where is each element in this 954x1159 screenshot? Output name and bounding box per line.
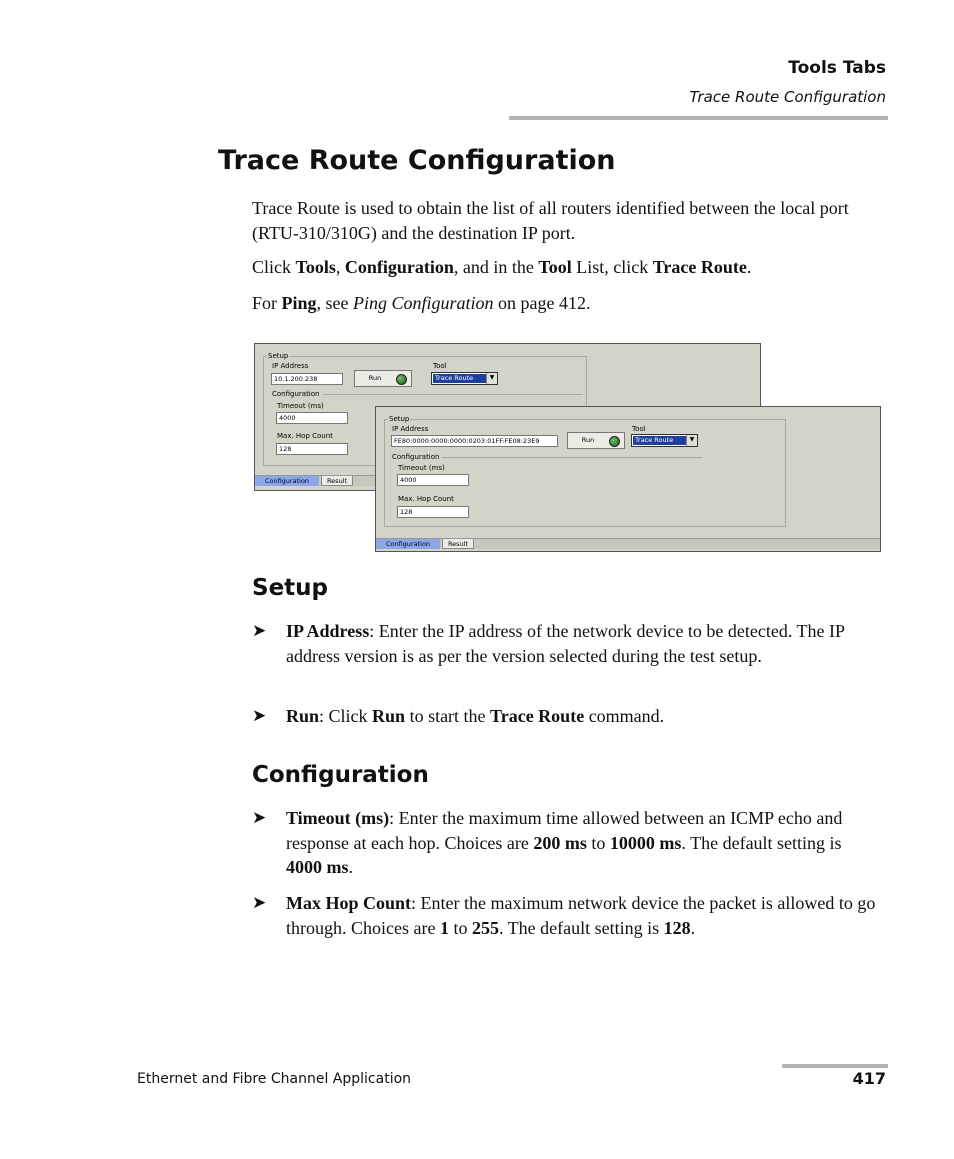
configuration-label: Configuration [272, 390, 320, 398]
tab-result[interactable]: Result [442, 539, 474, 549]
ip-address-input[interactable]: 10.1.200.238 [271, 373, 343, 385]
configuration-heading: Configuration [252, 762, 429, 788]
status-led-icon [396, 374, 407, 385]
header-section-title: Tools Tabs [788, 58, 886, 78]
page-title: Trace Route Configuration [218, 145, 616, 176]
intro-paragraph: Trace Route is used to obtain the list of all routers identified between the local port (RTU-310/310G) and the destination IP port. [252, 198, 849, 243]
tool-select[interactable]: Trace Route ▼ [631, 434, 698, 447]
timeout-label: Timeout (ms) [398, 464, 445, 472]
tab-configuration[interactable]: Configuration [255, 476, 319, 486]
run-button[interactable]: Run [354, 370, 412, 387]
max-hop-count-input[interactable]: 128 [397, 506, 469, 518]
run-button[interactable]: Run [567, 432, 625, 449]
bullet-arrow-icon: ➤ [252, 893, 267, 912]
timeout-label: Timeout (ms) [277, 402, 324, 410]
max-hop-count-label: Max. Hop Count [277, 432, 333, 440]
tab-bar [376, 538, 880, 549]
ip-address-input[interactable]: FE80:0000:0000:0000:0203:01FF:FE08:23E9 [391, 435, 558, 447]
timeout-input[interactable]: 4000 [397, 474, 469, 486]
instruction-paragraph: Click Tools, Configuration, and in the Tool List, click Trace Route. [252, 257, 752, 277]
tab-result[interactable]: Result [321, 476, 353, 486]
ip-address-label: IP Address [272, 362, 309, 370]
max-hop-count-input[interactable]: 128 [276, 443, 348, 455]
configuration-divider [442, 457, 702, 458]
ping-configuration-link[interactable]: Ping Configuration [353, 293, 494, 313]
setup-heading: Setup [252, 575, 328, 601]
screenshot-ipv6 [375, 406, 881, 552]
bullet-arrow-icon: ➤ [252, 621, 267, 640]
timeout-input[interactable]: 4000 [276, 412, 348, 424]
setup-label: Setup [268, 352, 289, 360]
status-led-icon [609, 436, 620, 447]
list-item: ➤ Max Hop Count: Enter the maximum network device the packet is allowed to go through. Choices are 1 to 255. The default setting is 128. [252, 893, 876, 938]
tool-label: Tool [433, 362, 447, 370]
page-number: 417 [852, 1069, 886, 1088]
list-item: ➤ Run: Click Run to start the Trace Route command. [252, 704, 882, 729]
chevron-down-icon[interactable]: ▼ [486, 373, 497, 384]
ip-address-label: IP Address [392, 425, 429, 433]
configuration-label: Configuration [392, 453, 440, 461]
footer-document-title: Ethernet and Fibre Channel Application [137, 1071, 412, 1087]
header-rule [509, 116, 888, 120]
tab-configuration[interactable]: Configuration [376, 539, 440, 549]
tool-label: Tool [632, 425, 646, 433]
bullet-arrow-icon: ➤ [252, 706, 267, 725]
bullet-arrow-icon: ➤ [252, 808, 267, 827]
configuration-divider [323, 394, 583, 395]
list-item: ➤ IP Address: Enter the IP address of the network device to be detected. The IP address version is as per the version selected during the test setup. [252, 621, 845, 666]
setup-label: Setup [389, 415, 410, 423]
tool-select[interactable]: Trace Route ▼ [431, 372, 498, 385]
footer-rule [782, 1064, 888, 1068]
max-hop-count-label: Max. Hop Count [398, 495, 454, 503]
cross-reference-paragraph: For Ping, see Ping Configuration on page 412. [252, 293, 591, 313]
chevron-down-icon[interactable]: ▼ [686, 435, 697, 446]
list-item: ➤ Timeout (ms): Enter the maximum time allowed between an ICMP echo and response at each hop. Choices are 200 ms to 10000 ms. The default setting is 4000 ms. [252, 808, 843, 877]
header-subsection-title: Trace Route Configuration [689, 88, 886, 106]
